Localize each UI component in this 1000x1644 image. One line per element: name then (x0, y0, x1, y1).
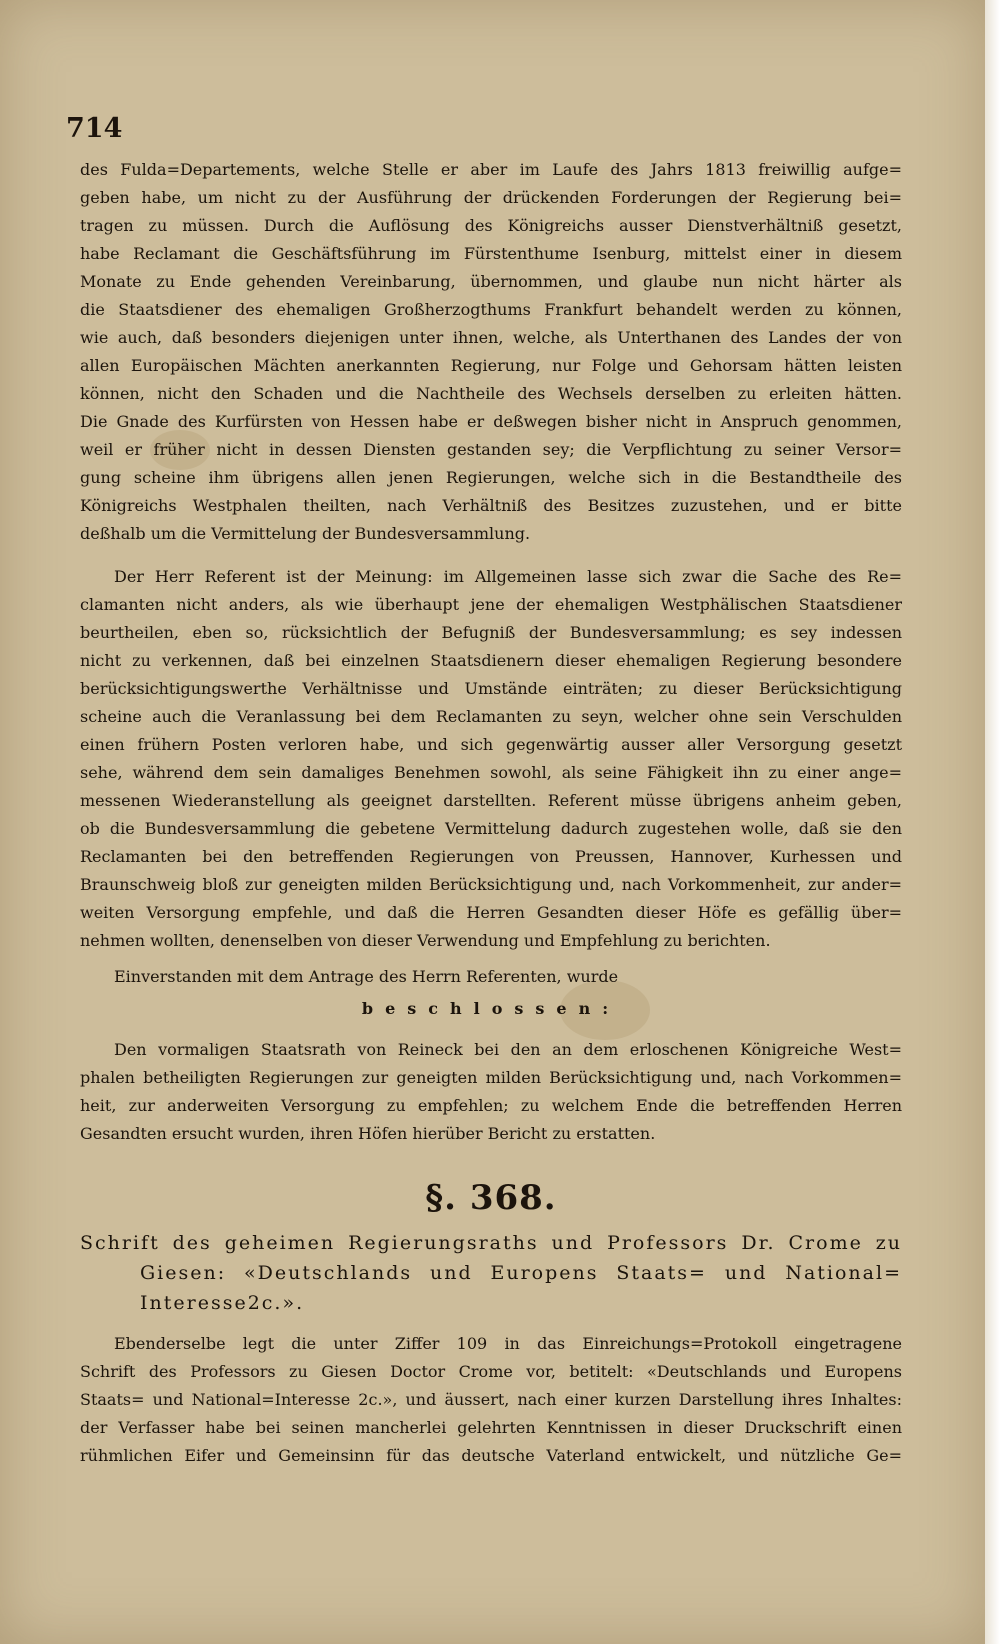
text-line: Gesandten ersucht wurden, ihren Höfen hierüber Bericht zu erstatten. (80, 1124, 656, 1143)
text-line: beurtheilen, eben so, rücksichtlich der Befugniß der Bundesversammlung; es sey indessen (80, 623, 902, 642)
text-line: der Verfasser habe bei seinen mancherlei gelehrten Kenntnissen in dieser Druckschrift einen (80, 1418, 902, 1437)
text-line: Der Herr Referent ist der Meinung: im Allgemeinen lasse sich zwar die Sache des Re= (114, 567, 902, 586)
page-edge (985, 0, 1000, 1644)
text-line: ob die Bundesversammlung die gebetene Vermittelung dadurch zugestehen wolle, daß sie den (80, 819, 902, 838)
section-number: §. 368. (425, 1178, 557, 1218)
text-line: einen frühern Posten verloren habe, und sich gegenwärtig ausser aller Versorgung gesetzt (80, 735, 902, 754)
beschlossen-label: beschlossen: (361, 999, 621, 1018)
text-line: sehe, während dem sein damaliges Benehmen sowohl, als seine Fähigkeit ihn zu einer ange= (80, 763, 902, 782)
text-line: des Fulda=Departements, welche Stelle er aber im Laufe des Jahrs 1813 freiwillig aufge= (80, 160, 902, 179)
heading-line: Interesse2c.». (140, 1292, 305, 1314)
text-line: Schrift des Professors zu Giesen Doctor Crome vor, betitelt: «Deutschlands und Europens (80, 1362, 902, 1381)
text-line: können, nicht den Schaden und die Nachtheile des Wechsels derselben zu erleiten hätten. (80, 384, 902, 403)
text-line: wie auch, daß besonders diejenigen unter ihnen, welche, als Unterthanen des Landes der von (80, 328, 902, 347)
text-line: Braunschweig bloß zur geneigten milden Berücksichtigung und, nach Vorkommenheit, zur ander= (80, 875, 902, 894)
paragraph-agreement (80, 963, 902, 991)
paragraph-reclamant-statement (80, 156, 902, 548)
section-heading (80, 1228, 902, 1318)
text-line: Königreichs Westphalen theilten, nach Verhältniß des Besitzes zuzustehen, und er bitte (80, 496, 902, 515)
text-line: gung scheine ihm übrigens allen jenen Regierungen, welche sich in die Bestandtheile des (80, 468, 902, 487)
text-line: nicht zu verkennen, daß bei einzelnen Staatsdienern dieser ehemaligen Regierung besondere (80, 651, 902, 670)
text-line: Monate zu Ende gehenden Vereinbarung, übernommen, und glaube nun nicht härter als (80, 272, 902, 291)
text-line: die Staatsdiener des ehemaligen Großherzogthums Frankfurt behandelt werden zu können, (80, 300, 902, 319)
resolution-label (80, 995, 902, 1023)
text-line: heit, zur anderweiten Versorgung zu empfehlen; zu welchem Ende die betreffenden Herren (80, 1096, 902, 1115)
text-line: weiten Versorgung empfehle, und daß die Herren Gesandten dieser Höfe es gefällig über= (80, 903, 902, 922)
text-line: geben habe, um nicht zu der Ausführung der drückenden Forderungen der Regierung bei= (80, 188, 902, 207)
text-line: scheine auch die Veranlassung bei dem Reclamanten zu seyn, welcher ohne sein Verschulden (80, 707, 902, 726)
text-line: weil er früher nicht in dessen Diensten gestanden sey; die Verpflichtung zu seiner Versor= (80, 440, 902, 459)
heading-line: Schrift des geheimen Regierungsraths und Professors Dr. Crome zu (80, 1232, 902, 1254)
text-line: clamanten nicht anders, als wie überhaupt jene der ehemaligen Westphälischen Staatsdiener (80, 595, 902, 614)
text-line: nehmen wollten, denenselben von dieser Verwendung und Empfehlung zu berichten. (80, 931, 771, 950)
text-line: rühmlichen Eifer und Gemeinsinn für das deutsche Vaterland entwickelt, und nützliche Ge= (80, 1446, 902, 1465)
text-line: deßhalb um die Vermittelung der Bundesversammlung. (80, 524, 531, 543)
text-line: berücksichtigungswerthe Verhältnisse und Umstände einträten; zu dieser Berücksichtigung (80, 679, 902, 698)
paragraph-referent-opinion (80, 563, 902, 955)
text-line: phalen betheiligten Regierungen zur geneigten milden Berücksichtigung und, nach Vorkommen= (80, 1068, 902, 1087)
text-line: Die Gnade des Kurfürsten von Hessen habe er deßwegen bisher nicht in Anspruch genommen, (80, 412, 902, 431)
paragraph-resolution (80, 1036, 902, 1148)
text-line: allen Europäischen Mächten anerkannten Regierung, nur Folge und Gehorsam hätten leisten (80, 356, 902, 375)
text-line: Ebenderselbe legt die unter Ziffer 109 in das Einreichungs=Protokoll eingetragene (114, 1334, 902, 1353)
text-line: tragen zu müssen. Durch die Auflösung des Königreichs ausser Dienstverhältniß gesetzt, (80, 216, 902, 235)
paragraph-crome-publication (80, 1330, 902, 1470)
text-line: Den vormaligen Staatsrath von Reineck bei den an dem erloschenen Königreiche West= (114, 1040, 902, 1059)
text-line: Reclamanten bei den betreffenden Regierungen von Preussen, Hannover, Kurhessen und (80, 847, 902, 866)
page-number: 714 (66, 113, 123, 144)
text-line: messenen Wiederanstellung als geeignet darstellten. Referent müsse übrigens anheim geben, (80, 791, 902, 810)
text-line: habe Reclamant die Geschäftsführung im Fürstenthume Isenburg, mittelst einer in diesem (80, 244, 902, 263)
text-line: Einverstanden mit dem Antrage des Herrn Referenten, wurde (114, 967, 619, 986)
text-line: Staats= und National=Interesse 2c.», und äussert, nach einer kurzen Darstellung ihres Inhaltes: (80, 1390, 902, 1409)
heading-line: Giesen: «Deutschlands und Europens Staats= und National= (140, 1262, 902, 1284)
section-number-block (80, 1178, 902, 1224)
